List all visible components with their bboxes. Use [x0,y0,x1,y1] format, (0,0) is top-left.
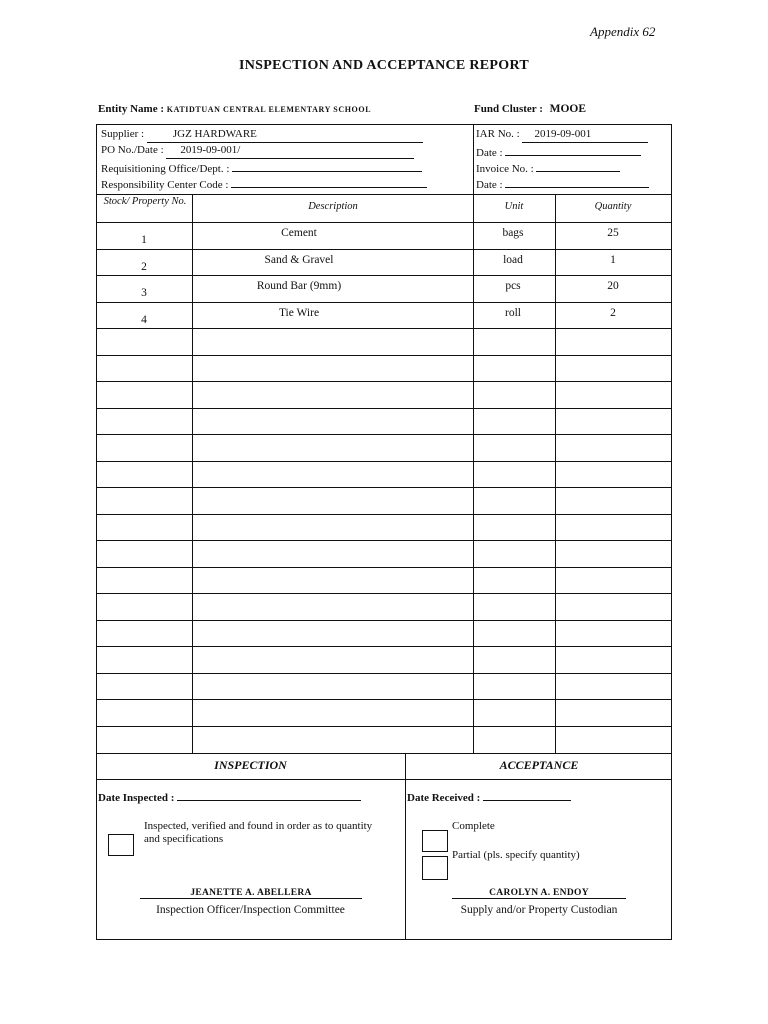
row-divider [96,593,672,594]
unit-cell: load [503,254,523,266]
column-header-unit: Unit [504,201,524,212]
column-header-quantity: Quantity [594,201,632,212]
date-label: Date : [476,147,503,159]
iar-value[interactable]: 2019-09-001 [522,126,648,143]
po-field [101,142,414,159]
row-divider [96,355,672,356]
date2-value[interactable] [505,174,649,188]
inspected-text: Inspected, verified and found in order as to quantity and specifications [144,820,373,845]
invoice-label: Invoice No. : [476,163,534,175]
unit-cell: roll [505,307,521,319]
stock-number-cell: 2 [141,261,147,273]
column-divider [192,195,193,753]
entity-name [98,103,371,115]
description-cell: Round Bar (9mm) [256,280,342,292]
iar-label: IAR No. : [476,128,520,140]
description-cell: Cement [281,227,317,239]
acceptance-role: Supply and/or Property Custodian [460,904,618,916]
requisitioning-value[interactable] [232,158,422,172]
quantity-cell: 20 [607,280,619,292]
row-divider [96,461,672,462]
date-received-label: Date Received : [407,792,481,804]
supplier-field [101,126,423,143]
column-header-stock: Stock/ Property No. [103,196,187,207]
requisitioning-label: Requisitioning Office/Dept. : [101,163,230,175]
column-divider [555,195,556,753]
partial-label: Partial (pls. specify quantity) [452,849,580,861]
row-divider [96,328,672,329]
inspection-signatory: JEANETTE A. ABELLERA [140,888,362,899]
stock-number-cell: 3 [141,287,147,299]
row-divider [96,514,672,515]
row-divider [96,487,672,488]
complete-label: Complete [452,820,495,832]
quantity-cell: 25 [607,227,619,239]
date-received-field [407,790,571,804]
invoice-value[interactable] [536,158,620,172]
row-divider [96,699,672,700]
row-divider [96,381,672,382]
date2-label: Date : [476,179,503,191]
quantity-cell: 2 [610,307,616,319]
row-divider [96,673,672,674]
date-value[interactable] [505,142,641,156]
description-cell: Sand & Gravel [264,254,334,266]
iar-field [476,126,648,143]
row-divider [96,408,672,409]
report-title: INSPECTION AND ACCEPTANCE REPORT [238,58,530,73]
entity-name-value: KATIDTUAN CENTRAL ELEMENTARY SCHOOL [166,105,372,114]
inspected-checkbox[interactable] [108,834,134,856]
inspection-heading: INSPECTION [214,758,287,772]
stock-number-cell: 4 [141,314,147,326]
row-divider [96,540,672,541]
partial-checkbox[interactable] [422,856,448,880]
acceptance-heading: ACCEPTANCE [499,758,579,772]
inspection-role: Inspection Officer/Inspection Committee [156,904,345,916]
row-divider [96,249,672,250]
supplier-label: Supplier : [101,128,145,140]
column-header-description: Description [308,201,358,212]
stock-number-cell: 1 [141,234,147,246]
fund-cluster-label: Fund Cluster : [474,103,543,115]
fund-cluster-value: MOOE [549,103,587,115]
row-divider [96,567,672,568]
row-divider [96,434,672,435]
supplier-value[interactable]: JGZ HARDWARE [147,126,423,143]
form-frame [96,124,672,940]
date-inspected-field [98,790,361,804]
date-received-value[interactable] [483,790,571,801]
row-divider [96,302,672,303]
unit-cell: pcs [505,280,521,292]
quantity-cell: 1 [610,254,616,266]
responsibility-value[interactable] [231,174,427,188]
responsibility-field [101,174,427,193]
row-divider [96,620,672,621]
row-divider [96,646,672,647]
row-divider [96,726,672,727]
unit-cell: bags [502,227,524,239]
column-divider [473,195,474,753]
date-inspected-value[interactable] [177,790,361,801]
po-label: PO No./Date : [101,144,164,156]
entity-name-label: Entity Name : [98,103,164,115]
complete-checkbox[interactable] [422,830,448,852]
date-inspected-label: Date Inspected : [98,792,175,804]
date2-field [476,174,649,193]
responsibility-label: Responsibility Center Code : [101,179,229,191]
acceptance-signatory: CAROLYN A. ENDOY [452,888,626,899]
row-divider [96,275,672,276]
po-value[interactable]: 2019-09-001/ [166,142,414,159]
fund-cluster [474,103,586,115]
appendix-label: Appendix 62 [590,24,656,39]
description-cell: Tie Wire [278,307,320,319]
